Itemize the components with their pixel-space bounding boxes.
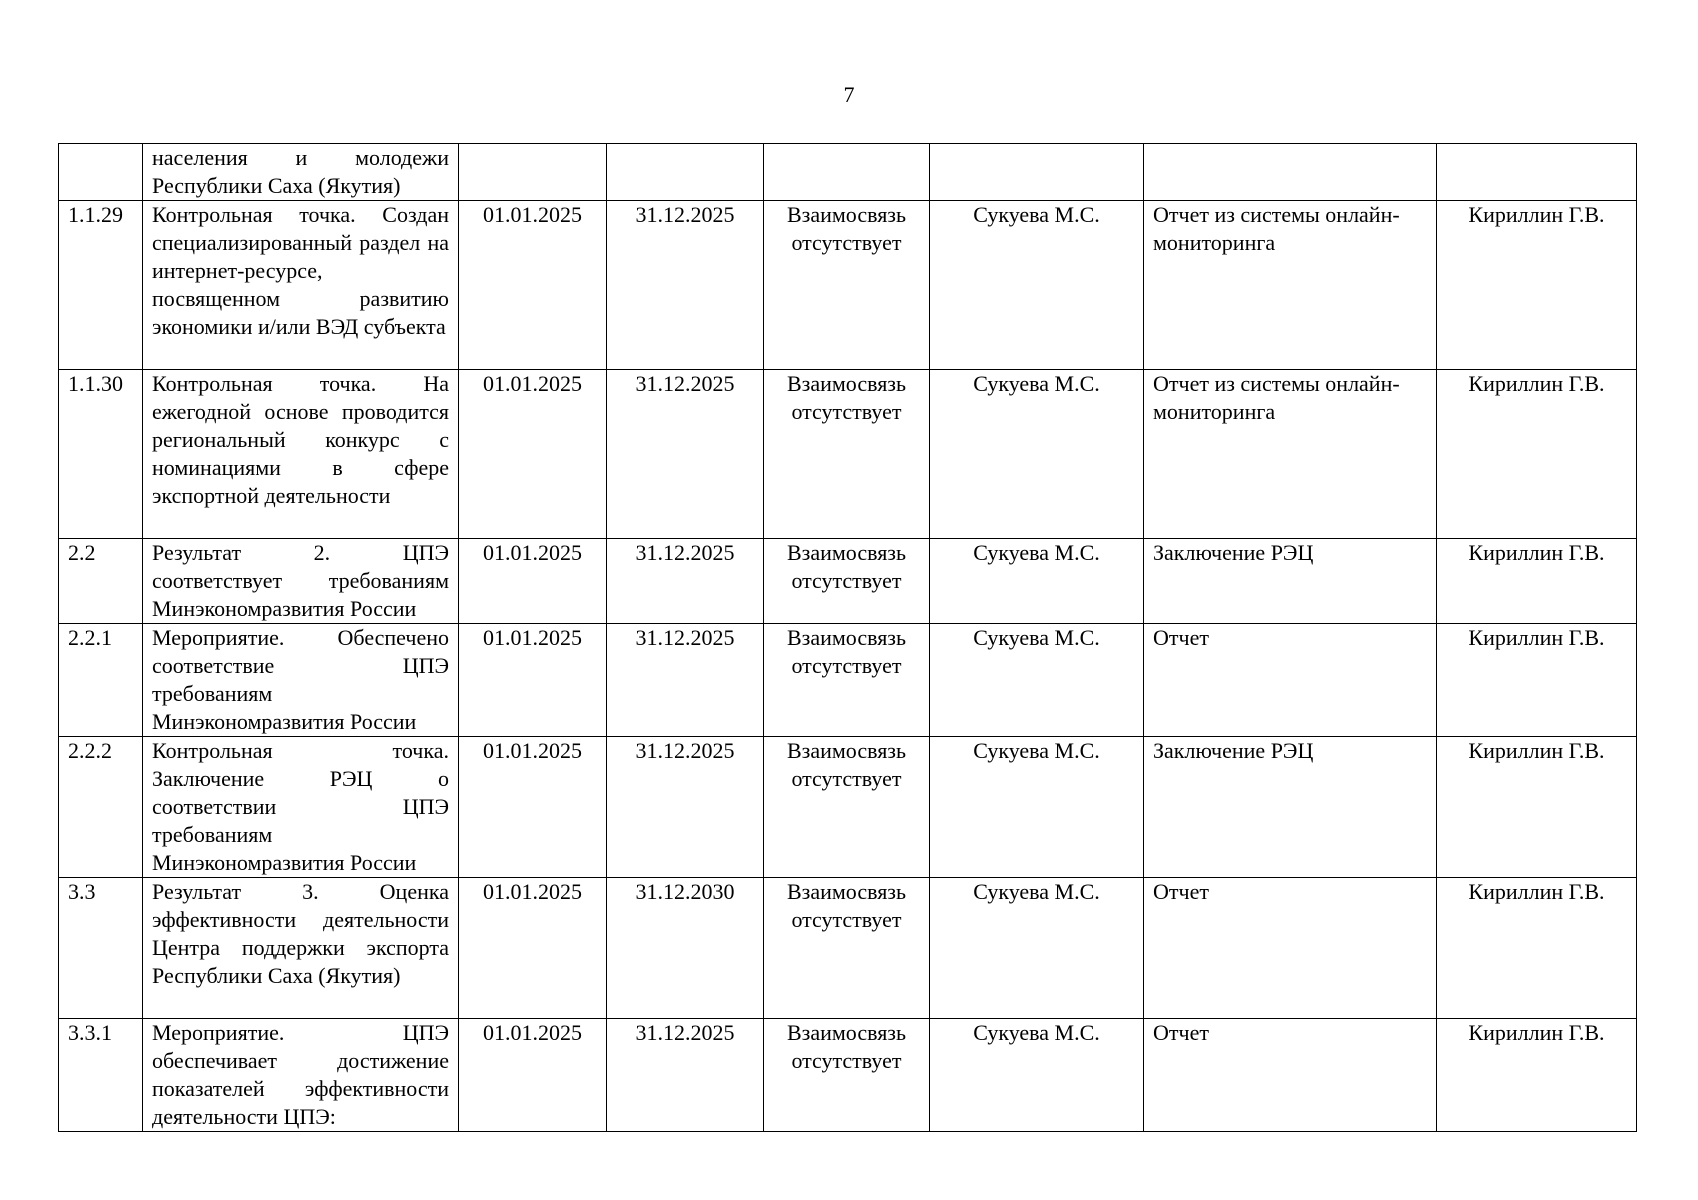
table-row xyxy=(59,1019,1637,1132)
row-end-date xyxy=(607,144,764,201)
row-controller: Кириллин Г.В. xyxy=(1437,1019,1637,1132)
row-document: Отчет xyxy=(1144,1019,1437,1132)
row-end-date: 31.12.2025 xyxy=(607,370,764,539)
row-document: Заключение РЭЦ xyxy=(1144,539,1437,624)
row-number: 1.1.30 xyxy=(59,370,143,539)
row-relation: Взаимосвязь отсутствует xyxy=(764,878,930,1019)
row-end-date: 31.12.2025 xyxy=(607,539,764,624)
row-description: Мероприятие. ЦПЭ обеспечивает достижение показателей эффективности деятельности ЦПЭ: xyxy=(143,1019,459,1132)
table-row xyxy=(59,370,1637,539)
row-end-date: 31.12.2025 xyxy=(607,201,764,370)
table-row xyxy=(59,624,1637,737)
row-responsible: Сукуева М.С. xyxy=(930,737,1144,878)
row-description: Результат 2. ЦПЭ соответствует требованиям Минэкономразвития России xyxy=(143,539,459,624)
row-end-date: 31.12.2030 xyxy=(607,878,764,1019)
row-number: 2.2.2 xyxy=(59,737,143,878)
row-document: Отчет xyxy=(1144,878,1437,1019)
table-row xyxy=(59,201,1637,370)
row-start-date: 01.01.2025 xyxy=(459,624,607,737)
row-description: Контрольная точка. На ежегодной основе проводится региональный конкурс с номинациями в сфере экспортной деятельности xyxy=(143,370,459,539)
row-relation: Взаимосвязь отсутствует xyxy=(764,539,930,624)
row-relation: Взаимосвязь отсутствует xyxy=(764,201,930,370)
row-document: Отчет из системы онлайн-мониторинга xyxy=(1144,370,1437,539)
row-start-date xyxy=(459,144,607,201)
row-responsible: Сукуева М.С. xyxy=(930,1019,1144,1132)
row-description: Мероприятие. Обеспечено соответствие ЦПЭ требованиям Минэкономразвития России xyxy=(143,624,459,737)
row-description: Контрольная точка. Создан специализированный раздел на интернет-ресурсе, посвященном развитию экономики и/или ВЭД субъекта xyxy=(143,201,459,370)
row-relation: Взаимосвязь отсутствует xyxy=(764,370,930,539)
row-controller: Кириллин Г.В. xyxy=(1437,370,1637,539)
row-end-date: 31.12.2025 xyxy=(607,1019,764,1132)
row-start-date: 01.01.2025 xyxy=(459,1019,607,1132)
row-end-date: 31.12.2025 xyxy=(607,624,764,737)
row-relation xyxy=(764,144,930,201)
row-document: Отчет из системы онлайн-мониторинга xyxy=(1144,201,1437,370)
row-responsible: Сукуева М.С. xyxy=(930,370,1144,539)
row-description: населения и молодежи Республики Саха (Якутия) xyxy=(143,144,459,201)
row-document xyxy=(1144,144,1437,201)
row-document: Отчет xyxy=(1144,624,1437,737)
row-controller: Кириллин Г.В. xyxy=(1437,539,1637,624)
row-responsible: Сукуева М.С. xyxy=(930,878,1144,1019)
row-start-date: 01.01.2025 xyxy=(459,201,607,370)
row-responsible: Сукуева М.С. xyxy=(930,624,1144,737)
row-responsible xyxy=(930,144,1144,201)
row-start-date: 01.01.2025 xyxy=(459,370,607,539)
row-number: 2.2.1 xyxy=(59,624,143,737)
row-description: Контрольная точка. Заключение РЭЦ о соответствии ЦПЭ требованиям Минэкономразвития России xyxy=(143,737,459,878)
row-controller: Кириллин Г.В. xyxy=(1437,201,1637,370)
row-responsible: Сукуева М.С. xyxy=(930,539,1144,624)
row-start-date: 01.01.2025 xyxy=(459,539,607,624)
table-row xyxy=(59,539,1637,624)
row-number xyxy=(59,144,143,201)
row-number: 3.3 xyxy=(59,878,143,1019)
row-start-date: 01.01.2025 xyxy=(459,878,607,1019)
plan-table xyxy=(58,143,1637,1132)
row-controller xyxy=(1437,144,1637,201)
row-relation: Взаимосвязь отсутствует xyxy=(764,624,930,737)
table-row xyxy=(59,144,1637,201)
table-row xyxy=(59,737,1637,878)
row-description: Результат 3. Оценка эффективности деятельности Центра поддержки экспорта Республики Саха (Якутия) xyxy=(143,878,459,1019)
row-number: 2.2 xyxy=(59,539,143,624)
row-relation: Взаимосвязь отсутствует xyxy=(764,1019,930,1132)
row-document: Заключение РЭЦ xyxy=(1144,737,1437,878)
row-relation: Взаимосвязь отсутствует xyxy=(764,737,930,878)
row-controller: Кириллин Г.В. xyxy=(1437,737,1637,878)
row-responsible: Сукуева М.С. xyxy=(930,201,1144,370)
table-row xyxy=(59,878,1637,1019)
plan-table-body xyxy=(59,144,1637,1132)
row-controller: Кириллин Г.В. xyxy=(1437,624,1637,737)
row-end-date: 31.12.2025 xyxy=(607,737,764,878)
row-start-date: 01.01.2025 xyxy=(459,737,607,878)
row-controller: Кириллин Г.В. xyxy=(1437,878,1637,1019)
row-number: 3.3.1 xyxy=(59,1019,143,1132)
page-number: 7 xyxy=(843,82,855,107)
row-number: 1.1.29 xyxy=(59,201,143,370)
